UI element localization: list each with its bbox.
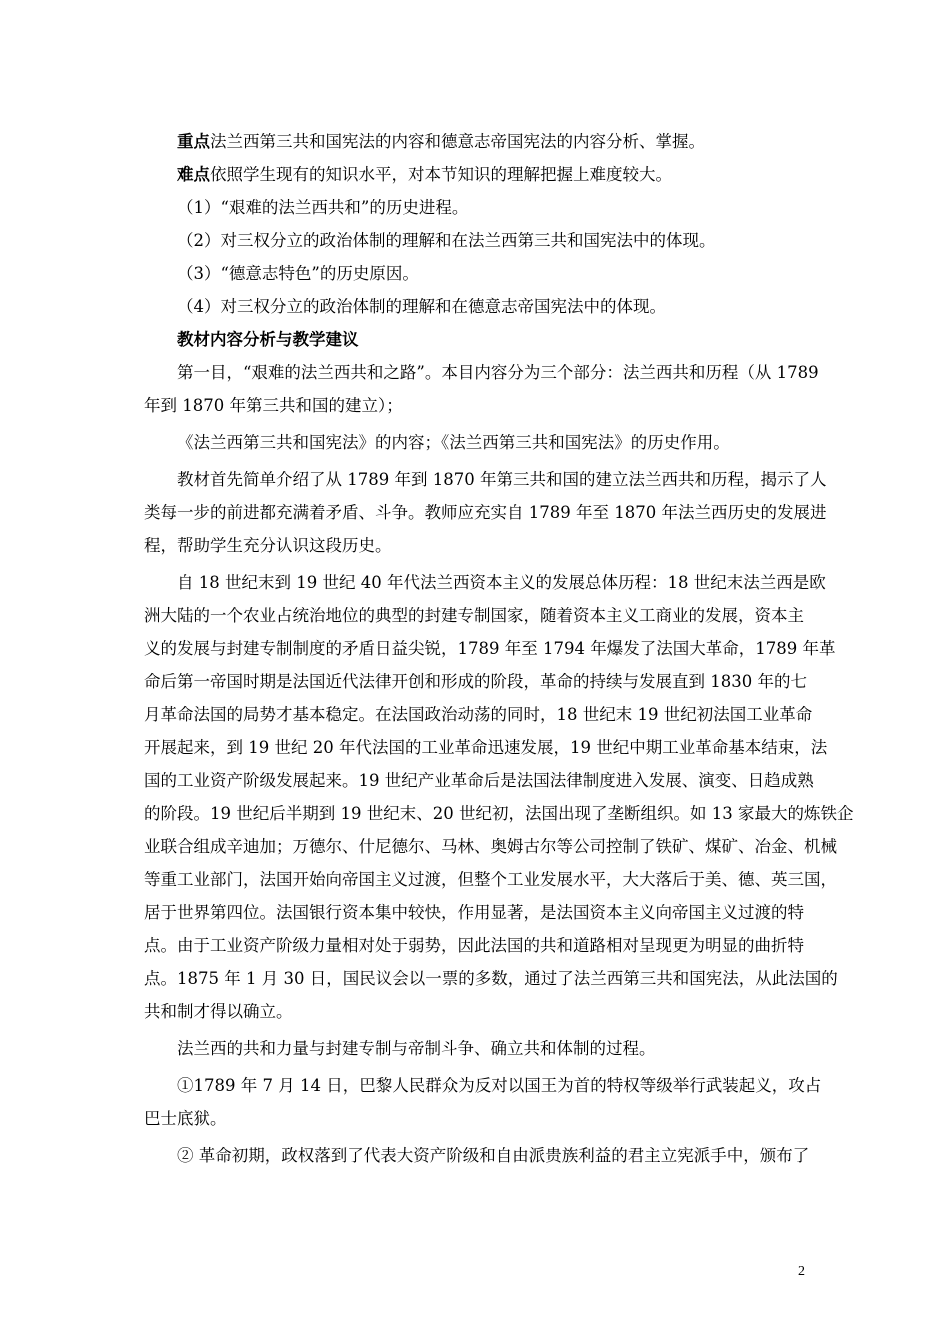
paragraph-line: 第一目，“艰难的法兰西共和之路”。本目内容分为三个部分：法兰西共和历程（从 1789	[177, 363, 819, 382]
difficult-point-label: 难点	[177, 165, 210, 184]
paragraph-line: 程，帮助学生充分认识这段历史。	[144, 536, 392, 555]
paragraph-line: 《法兰西第三共和国宪法》的内容；《法兰西第三共和国宪法》的历史作用。	[177, 433, 730, 452]
paragraph-line: 类每一步的前进都充满着矛盾、斗争。教师应充实自 1789 年至 1870 年法兰西历史的发展进	[144, 503, 827, 522]
page-number: 2	[798, 1264, 805, 1279]
paragraph-line: 居于世界第四位。法国银行资本集中较快，作用显著，是法国资本主义向帝国主义过渡的特	[144, 903, 804, 922]
paragraph-line: 等重工业部门，法国开始向帝国主义过渡，但整个工业发展水平，大大落后于美、德、英三国，	[144, 870, 837, 889]
paragraph-line: 国的工业资产阶级发展起来。19 世纪产业革命后是法国法律制度进入发展、演变、日趋成熟	[144, 771, 814, 790]
paragraph-line: 自 18 世纪末到 19 世纪 40 年代法兰西资本主义的发展总体历程：18 世纪末法兰西是欧	[177, 573, 826, 592]
key-point-line	[144, 125, 810, 158]
key-point-label: 重点	[177, 132, 210, 151]
paragraph-line: 开展起来，到 19 世纪 20 年代法国的工业革命迅速发展，19 世纪中期工业革命基本结束，法	[144, 738, 828, 757]
paragraph-line: ② 革命初期，政权落到了代表大资产阶级和自由派贵族利益的君主立宪派手中，颁布了	[177, 1146, 810, 1165]
paragraph-line: 教材首先简单介绍了从 1789 年到 1870 年第三共和国的建立法兰西共和历程，揭示了人	[177, 470, 827, 489]
difficulty-item: （2）对三权分立的政治体制的理解和在法兰西第三共和国宪法中的体现。	[177, 231, 716, 250]
paragraph-line: 点。由于工业资产阶级力量相对处于弱势，因此法国的共和道路相对呈现更为明显的曲折特	[144, 936, 804, 955]
difficulty-item: （4）对三权分立的政治体制的理解和在德意志帝国宪法中的体现。	[177, 297, 666, 316]
paragraph-line: ①1789 年 7 月 14 日，巴黎人民群众为反对以国王为首的特权等级举行武装起义，攻占	[177, 1076, 822, 1095]
paragraph-line: 的阶段。19 世纪后半期到 19 世纪末、20 世纪初，法国出现了垄断组织。如 13 家最大的炼铁企	[144, 804, 854, 823]
paragraph-line: 义的发展与封建专制制度的矛盾日益尖锐，1789 年至 1794 年爆发了法国大革命，1789 年革	[144, 639, 836, 658]
paragraph-line: 法兰西的共和力量与封建专制与帝制斗争、确立共和体制的过程。	[177, 1039, 656, 1058]
difficult-point-text: 依照学生现有的知识水平，对本节知识的理解把握上难度较大。	[210, 165, 672, 184]
key-point-text: 法兰西第三共和国宪法的内容和德意志帝国宪法的内容分析、掌握。	[210, 132, 705, 151]
paragraph-line: 共和制才得以确立。	[144, 1002, 293, 1021]
paragraph-line: 月革命法国的局势才基本稳定。在法国政治动荡的同时，18 世纪末 19 世纪初法国工业革命	[144, 705, 813, 724]
paragraph-line: 命后第一帝国时期是法国近代法律开创和形成的阶段，革命的持续与发展直到 1830 年的七	[144, 672, 807, 691]
paragraph-line: 巴士底狱。	[144, 1109, 227, 1128]
page-content	[144, 125, 854, 1172]
paragraph-line: 洲大陆的一个农业占统治地位的典型的封建专制国家，随着资本主义工商业的发展，资本主	[144, 606, 804, 625]
paragraph-line: 年到 1870 年第三共和国的建立）；	[144, 396, 403, 415]
section-heading: 教材内容分析与教学建议	[177, 330, 359, 349]
difficult-point-line	[144, 158, 810, 191]
paragraph-line: 业联合组成辛迪加；万德尔、什尼德尔、马林、奥姆古尔等公司控制了铁矿、煤矿、冶金、机械	[144, 837, 837, 856]
paragraph-line: 点。1875 年 1 月 30 日，国民议会以一票的多数，通过了法兰西第三共和国宪法，从此法国的	[144, 969, 838, 988]
difficulty-item: （1）“艰难的法兰西共和”的历史进程。	[177, 198, 469, 217]
difficulty-item: （3）“德意志特色”的历史原因。	[177, 264, 419, 283]
